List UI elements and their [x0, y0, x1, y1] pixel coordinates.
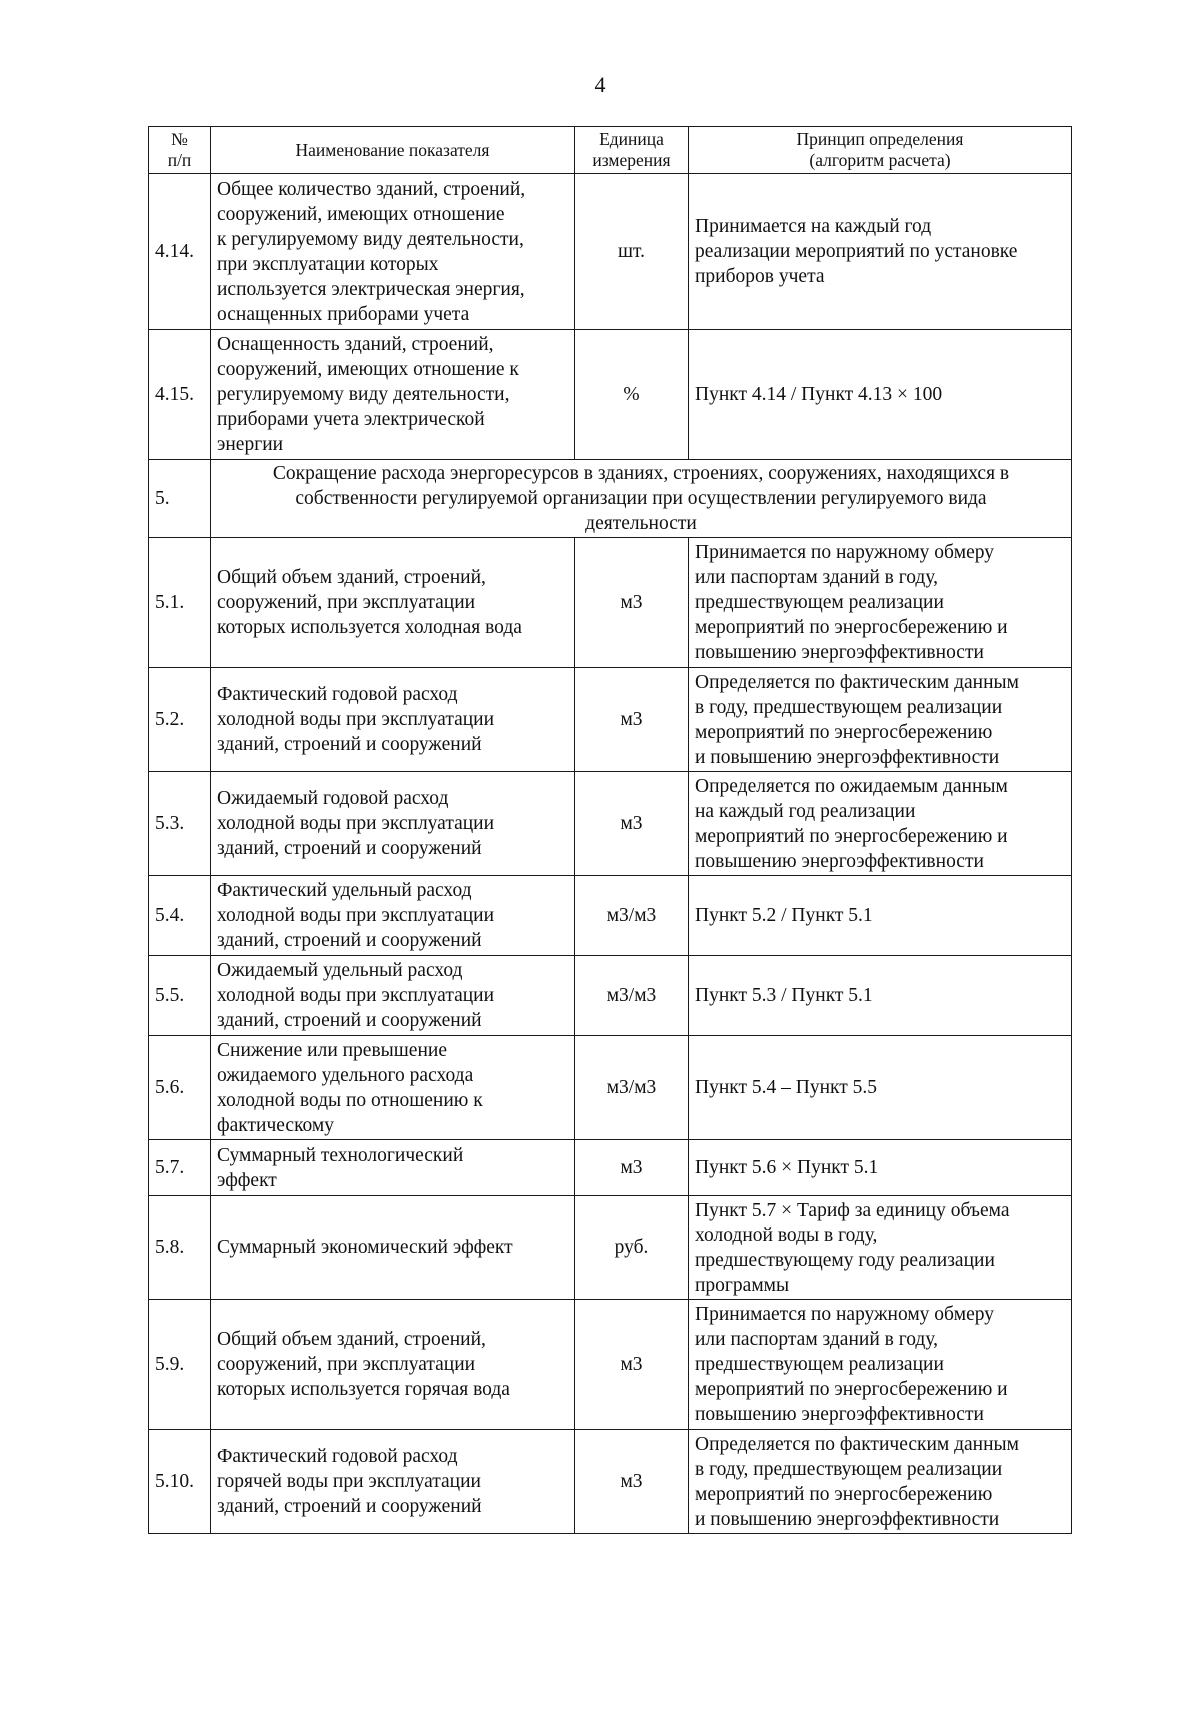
- row-rule: Пункт 5.3 / Пункт 5.1: [689, 956, 1072, 1036]
- row-name: Суммарный технологический эффект: [211, 1140, 575, 1196]
- table-row: [149, 1196, 1072, 1300]
- row-unit: %: [575, 330, 689, 460]
- table-row: [149, 1430, 1072, 1534]
- indicators-table: [148, 126, 1072, 1534]
- row-name: Общий объем зданий, строений, сооружений, при эксплуатации которых используется горячая вода: [211, 1300, 575, 1430]
- row-num: 5.6.: [149, 1036, 211, 1140]
- table-row: [149, 1036, 1072, 1140]
- table-row: [149, 1300, 1072, 1430]
- row-name: Фактический удельный расход холодной воды при эксплуатации зданий, строений и сооружений: [211, 876, 575, 956]
- section-title: Сокращение расхода энергоресурсов в зданиях, строениях, сооружениях, находящихся в собственности регулируемой организации при осуществлении регулируемого вида деятельности: [211, 460, 1072, 538]
- table-row: [149, 956, 1072, 1036]
- row-num: 5.9.: [149, 1300, 211, 1430]
- row-unit: шт.: [575, 174, 689, 330]
- table-header-row: [149, 127, 1072, 174]
- row-num: 5.5.: [149, 956, 211, 1036]
- row-unit: руб.: [575, 1196, 689, 1300]
- row-unit: м3: [575, 538, 689, 668]
- row-rule: Пункт 5.7 × Тариф за единицу объема холодной воды в году, предшествующему году реализации программы: [689, 1196, 1072, 1300]
- row-name: Ожидаемый удельный расход холодной воды при эксплуатации зданий, строений и сооружений: [211, 956, 575, 1036]
- row-rule: Пункт 5.2 / Пункт 5.1: [689, 876, 1072, 956]
- table-row: [149, 772, 1072, 876]
- row-unit: м3: [575, 772, 689, 876]
- header-name: Наименование показателя: [211, 127, 575, 174]
- table-row: [149, 668, 1072, 772]
- row-name: Фактический годовой расход холодной воды при эксплуатации зданий, строений и сооружений: [211, 668, 575, 772]
- page-number: 4: [594, 72, 606, 97]
- section-num: 5.: [149, 460, 211, 538]
- row-name: Фактический годовой расход горячей воды при эксплуатации зданий, строений и сооружений: [211, 1430, 575, 1534]
- row-num: 5.4.: [149, 876, 211, 956]
- header-unit: Единица измерения: [575, 127, 689, 174]
- row-num: 4.14.: [149, 174, 211, 330]
- row-rule: Принимается по наружному обмеру или паспортам зданий в году, предшествующем реализации мероприятий по энергосбережению и повышению энергоэффективности: [689, 1300, 1072, 1430]
- row-name: Суммарный экономический эффект: [211, 1196, 575, 1300]
- row-num: 4.15.: [149, 330, 211, 460]
- row-num: 5.3.: [149, 772, 211, 876]
- table-row: [149, 1140, 1072, 1196]
- row-num: 5.10.: [149, 1430, 211, 1534]
- row-rule: Принимается по наружному обмеру или паспортам зданий в году, предшествующем реализации мероприятий по энергосбережению и повышению энергоэффективности: [689, 538, 1072, 668]
- row-name: Общий объем зданий, строений, сооружений, при эксплуатации которых используется холодная вода: [211, 538, 575, 668]
- row-name: Ожидаемый годовой расход холодной воды при эксплуатации зданий, строений и сооружений: [211, 772, 575, 876]
- row-num: 5.8.: [149, 1196, 211, 1300]
- header-num: № п/п: [149, 127, 211, 174]
- row-unit: м3: [575, 1140, 689, 1196]
- row-rule: Пункт 5.4 – Пункт 5.5: [689, 1036, 1072, 1140]
- row-unit: м3: [575, 1430, 689, 1534]
- row-num: 5.7.: [149, 1140, 211, 1196]
- row-unit: м3/м3: [575, 876, 689, 956]
- table-row: [149, 174, 1072, 330]
- row-rule: Определяется по фактическим данным в году, предшествующем реализации мероприятий по энергосбережению и повышению энергоэффективности: [689, 668, 1072, 772]
- row-unit: м3/м3: [575, 1036, 689, 1140]
- row-num: 5.1.: [149, 538, 211, 668]
- header-rule: Принцип определения (алгоритм расчета): [689, 127, 1072, 174]
- row-rule: Пункт 5.6 × Пункт 5.1: [689, 1140, 1072, 1196]
- row-rule: Определяется по ожидаемым данным на каждый год реализации мероприятий по энергосбережению и повышению энергоэффективности: [689, 772, 1072, 876]
- table-row: [149, 538, 1072, 668]
- row-unit: м3: [575, 668, 689, 772]
- row-name: Общее количество зданий, строений, сооружений, имеющих отношение к регулируемому виду деятельности, при эксплуатации которых используется электрическая энергия, оснащенных приборами учета: [211, 174, 575, 330]
- row-name: Снижение или превышение ожидаемого удельного расхода холодной воды по отношению к фактическому: [211, 1036, 575, 1140]
- row-rule: Принимается на каждый год реализации мероприятий по установке приборов учета: [689, 174, 1072, 330]
- section-row: [149, 460, 1072, 538]
- table-row: [149, 330, 1072, 460]
- table-row: [149, 876, 1072, 956]
- row-rule: Определяется по фактическим данным в году, предшествующем реализации мероприятий по энергосбережению и повышению энергоэффективности: [689, 1430, 1072, 1534]
- row-unit: м3/м3: [575, 956, 689, 1036]
- row-unit: м3: [575, 1300, 689, 1430]
- row-name: Оснащенность зданий, строений, сооружений, имеющих отношение к регулируемому виду деятельности, приборами учета электрической энергии: [211, 330, 575, 460]
- row-num: 5.2.: [149, 668, 211, 772]
- row-rule: Пункт 4.14 / Пункт 4.13 × 100: [689, 330, 1072, 460]
